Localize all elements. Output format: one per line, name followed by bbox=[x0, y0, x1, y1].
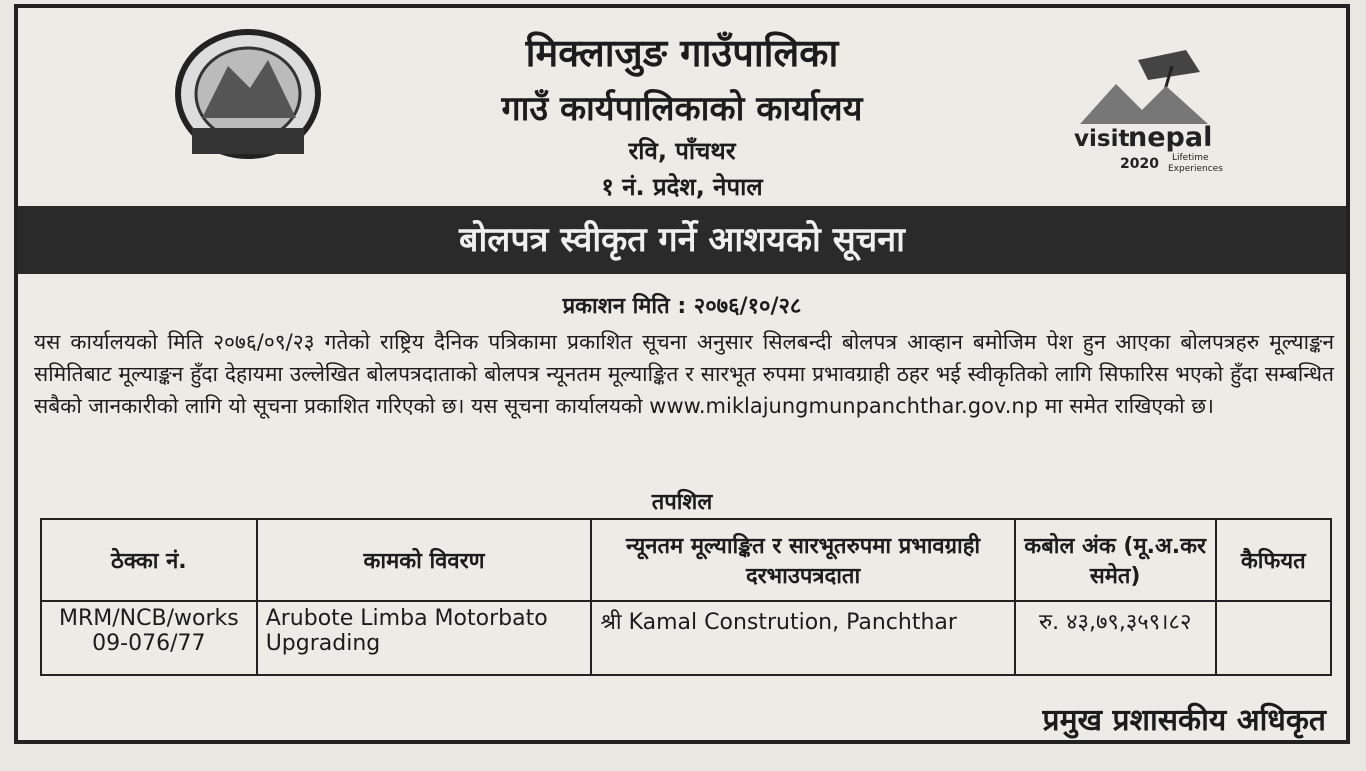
visit-nepal-logo bbox=[1068, 38, 1238, 178]
header-contract-no: ठेक्का नं. bbox=[41, 519, 257, 601]
year-logo-text: 2020 bbox=[1120, 156, 1159, 172]
header-bidder: न्यूनतम मूल्याङ्कित र सारभूतरुपमा प्रभावग्राही दरभाउपत्रदाता bbox=[591, 519, 1015, 601]
table-header-row bbox=[41, 519, 1331, 601]
municipality-name: मिक्लाजुङ गाउँपालिका bbox=[525, 31, 839, 75]
details-heading: तपशिल bbox=[651, 490, 713, 515]
header-bid-amount: कबोल अंक (मू.अ.कर समेत) bbox=[1015, 519, 1216, 601]
nepal-logo-text: nepal bbox=[1128, 122, 1213, 153]
notice-banner: बोलपत्र स्वीकृत गर्ने आशयको सूचना bbox=[18, 206, 1346, 274]
address-line2: १ नं. प्रदेश, नेपाल bbox=[601, 173, 763, 201]
signature-title: प्रमुख प्रशासकीय अधिकृत bbox=[1042, 703, 1326, 738]
notice-header bbox=[18, 8, 1346, 208]
publication-date: प्रकाशन मिति : २०७६/१०/२८ bbox=[562, 294, 802, 319]
tender-notice bbox=[14, 4, 1350, 744]
address-line1: रवि, पाँचथर bbox=[628, 137, 736, 165]
notice-body: यस कार्यालयको मिति २०७६/०९/२३ गतेको राष्ट्रिय दैनिक पत्रिकामा प्रकाशित सूचना अनुसार सिलबन्दी बोलपत्र आव्हान बमोजिम पेश हुन आएका बोलपत्रहरु मूल्याङ्कन समितिबाट मूल्याङ्कन हुँदा देहायमा उल्लेखित बोलपत्रदाताको बोलपत्र न्यूनतम मूल्याङ्कित र सारभूत रुपमा प्रभावग्राही ठहर भई स्वीकृतिको लागि सिफारिस भएको हुँदा सम्बन्धित सबैको जानकारीको लागि यो सूचना प्रकाशित गरिएको छ। यस सूचना कार्यालयको www.miklajungmunpanchthar.gov.np मा समेत राखिएको छ। bbox=[34, 330, 1334, 418]
tender-table bbox=[40, 518, 1332, 676]
bidder-name: श्री Kamal Constrution, Panchthar bbox=[591, 601, 1015, 675]
experiences-logo-text: Experiences bbox=[1168, 164, 1223, 174]
header-work-description: कामको विवरण bbox=[257, 519, 592, 601]
table-row bbox=[41, 601, 1331, 675]
bid-amount: रु. ४३,७९,३५९।८२ bbox=[1015, 601, 1216, 675]
visit-logo-text: visit bbox=[1074, 126, 1130, 152]
office-name: गाउँ कार्यपालिकाको कार्यालय bbox=[501, 89, 863, 129]
remarks bbox=[1216, 601, 1332, 675]
work-description: Arubote Limba Motorbato Upgrading bbox=[257, 601, 592, 675]
lifetime-logo-text: Lifetime bbox=[1172, 153, 1209, 163]
contract-number: MRM/NCB/works 09-076/77 bbox=[41, 601, 257, 675]
header-remarks: कैफियत bbox=[1216, 519, 1332, 601]
